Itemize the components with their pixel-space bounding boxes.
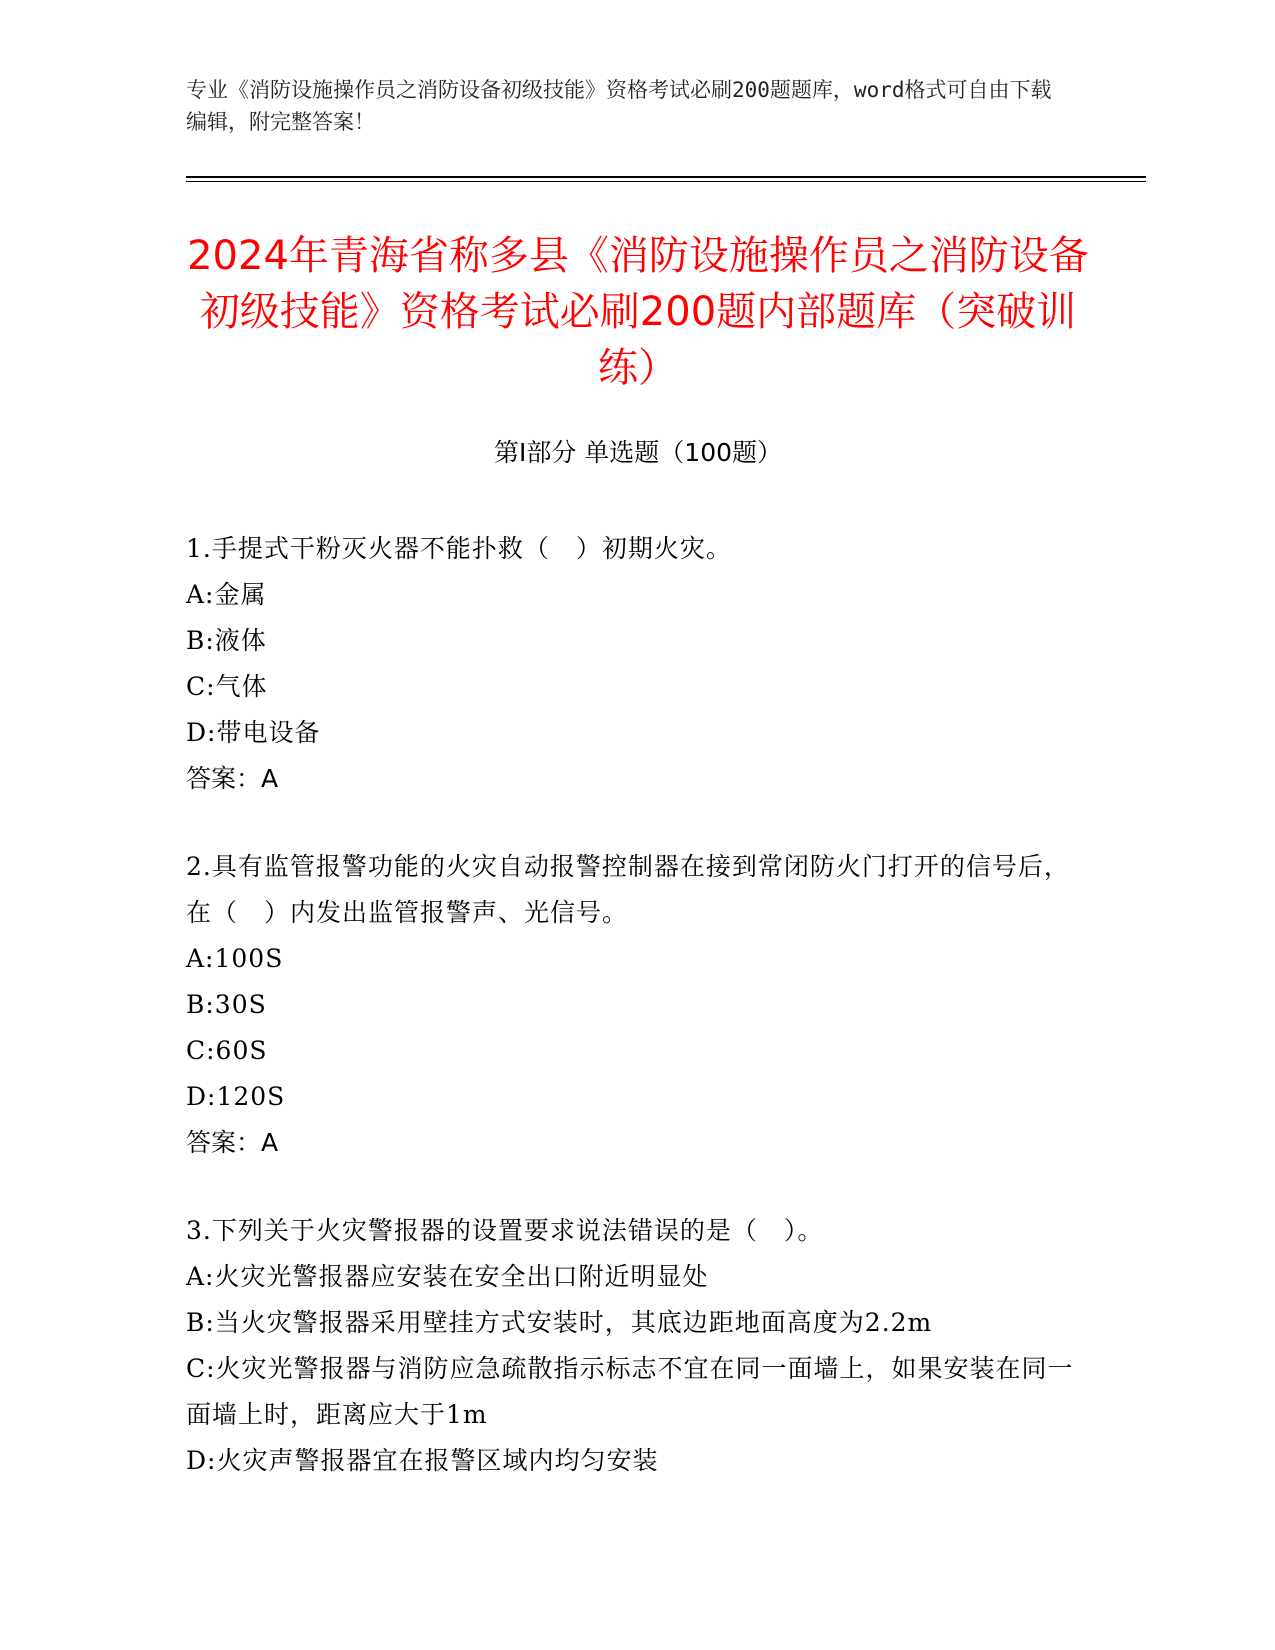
option-d: D:120S xyxy=(186,1082,286,1111)
header-divider-thick xyxy=(186,176,1146,178)
header-note: 专业《消防设施操作员之消防设备初级技能》资格考试必刷200题题库，word格式可自由下载编辑，附完整答案！ xyxy=(186,78,1052,134)
question-stem: 1.手提式干粉灭火器不能扑救（ ）初期火灾。 xyxy=(186,534,732,563)
answer: 答案：A xyxy=(186,1128,279,1157)
question-stem: 3.下列关于火灾警报器的设置要求说法错误的是（ ）。 xyxy=(186,1216,824,1245)
document-title: 2024年青海省称多县《消防设施操作员之消防设备初级技能》资格考试必刷200题内部题库（突破训练） xyxy=(187,233,1089,391)
option-b: B:30S xyxy=(186,990,267,1019)
option-a: A:金属 xyxy=(186,580,267,609)
option-c: C:60S xyxy=(186,1036,268,1065)
option-d: D:火灾声警报器宜在报警区域内均匀安装 xyxy=(186,1446,659,1475)
option-a: A:火灾光警报器应安装在安全出口附近明显处 xyxy=(186,1262,709,1291)
question-3 xyxy=(186,1208,1076,1484)
question-list xyxy=(186,526,1076,1526)
option-b: B:液体 xyxy=(186,626,267,655)
option-a: A:100S xyxy=(186,944,284,973)
question-2 xyxy=(186,844,1076,1166)
option-c: C:火灾光警报器与消防应急疏散指示标志不宜在同一面墙上，如果安装在同一面墙上时，距离应大于1m xyxy=(186,1354,1074,1429)
question-stem: 2.具有监管报警功能的火灾自动报警控制器在接到常闭防火门打开的信号后，在（ ）内发出监管报警声、光信号。 xyxy=(186,852,1070,927)
section-heading: 第Ⅰ部分 单选题（100题） xyxy=(493,438,783,467)
header-divider-thin xyxy=(186,181,1146,182)
option-b: B:当火灾警报器采用壁挂方式安装时，其底边距地面高度为2.2m xyxy=(186,1308,933,1337)
question-1 xyxy=(186,526,1076,802)
answer: 答案：A xyxy=(186,764,279,793)
option-d: D:带电设备 xyxy=(186,718,321,747)
option-c: C:气体 xyxy=(186,672,268,701)
